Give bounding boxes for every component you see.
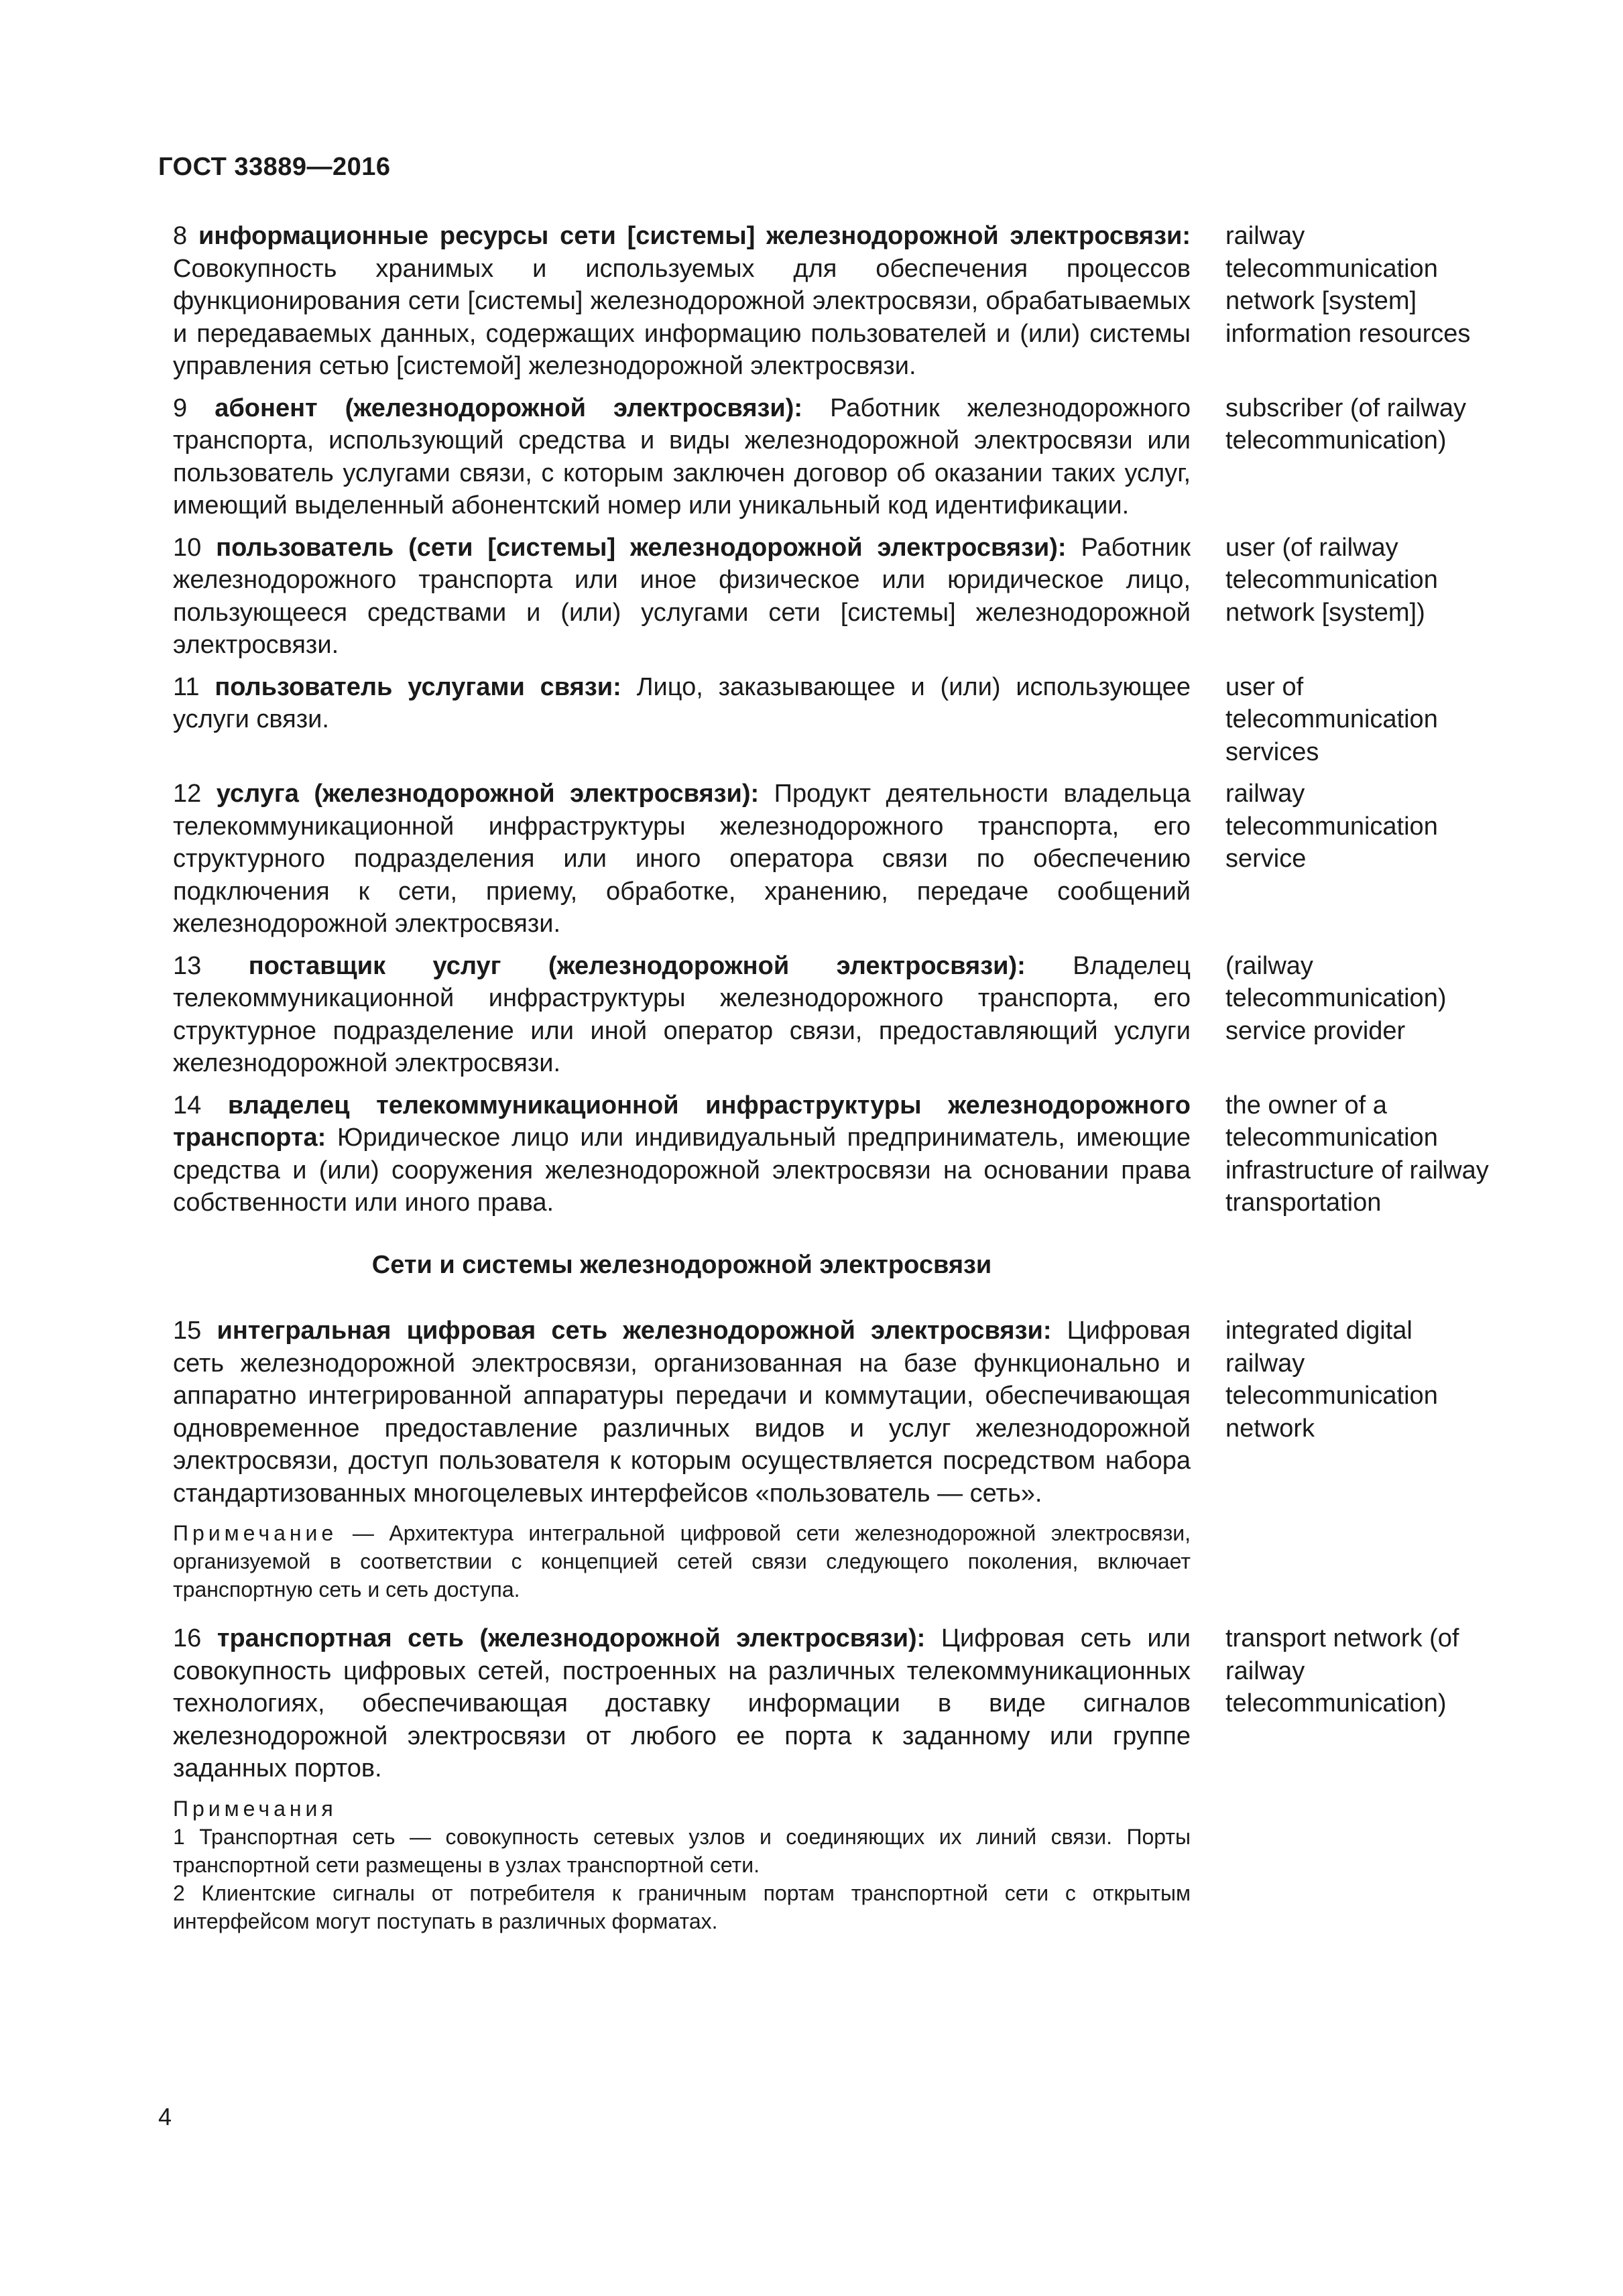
term-definition: Цифровая сеть или совокупность цифровых сетей, построенных на различных телекоммуникационных технологиях, обеспечивающая доставку информации в виде сигналов железнодорожной электросвязи от любого ее порта к заданному или группе заданных портов. [173, 1624, 1191, 1783]
term-definition: Владелец телекоммуникационной инфраструктуры железнодорожного транспорта, его структурное подразделение или иной оператор связи, предоставляющий услуги железнодорожной электросвязи. [173, 951, 1191, 1077]
term-title: абонент (железнодорожной электросвязи): [215, 394, 803, 422]
term-english: transport network (of railway telecommunication) [1225, 1624, 1459, 1717]
document-header: ГОСТ 33889—2016 [158, 153, 391, 181]
term-definition: Совокупность хранимых и используемых для обеспечения процессов функционирования сети [системы] железнодорожной электросвязи, обрабатываемых и передаваемых данных, содержащих информацию пользователей и (или) системы управления сетью [системой] железнодорожной электросвязи. [173, 254, 1191, 380]
term-title: интегральная цифровая сеть железнодорожной электросвязи: [217, 1317, 1052, 1345]
term-definition: Цифровая сеть железнодорожной электросвязи, организованная на базе функционально и аппаратно интегрированной аппаратуры передачи и коммутации, обеспечивающая одновременное предоставление различных видов и услуг железнодорожной электросвязи, доступ пользователя к которым осуществляется посредством набора стандартизованных многоцелевых интерфейсов «пользователь — сеть». [173, 1317, 1191, 1508]
term-number: 12 [173, 780, 202, 808]
term-entry-9 [173, 392, 1514, 522]
term-entry-15 [173, 1315, 1514, 1510]
term-entry-8 [173, 220, 1514, 383]
term-english: subscriber (of railway telecommunication) [1225, 394, 1466, 455]
note-text: — Архитектура интегральной цифровой сети железнодорожной электросвязи, организуемой в соответствии с концепцией сетей связи следующего поколения, включает транспортную сеть и сеть доступа. [173, 1521, 1191, 1602]
term-title: информационные ресурсы сети [системы] железнодорожной электросвязи: [198, 222, 1191, 250]
term-entry-16 [173, 1622, 1514, 1785]
term-number: 16 [173, 1624, 202, 1652]
terms-list [173, 220, 1514, 1935]
notes-label: Примечания [173, 1796, 337, 1821]
note-item: 2 Клиентские сигналы от потребителя к граничным портам транспортной сети с открытым интерфейсом могут поступать в различных форматах. [173, 1880, 1191, 1933]
term-entry-11 [173, 671, 1514, 769]
term-english: (railway telecommunication) service provider [1225, 951, 1447, 1045]
term-number: 13 [173, 951, 202, 980]
term-title: услуга (железнодорожной электросвязи): [216, 780, 760, 808]
term-title: транспортная сеть (железнодорожной электросвязи): [217, 1624, 926, 1652]
section-title: Сети и системы железнодорожной электросвязи [371, 1250, 992, 1279]
term-entry-10 [173, 532, 1514, 662]
term-entry-14 [173, 1089, 1514, 1219]
term-title: пользователь услугами связи: [215, 672, 621, 701]
term-title: поставщик услуг (железнодорожной электросвязи): [248, 951, 1026, 980]
note-item: 1 Транспортная сеть — совокупность сетевых узлов и соединяющих их линий связи. Порты транспортной сети размещены в узлах транспортной сети. [173, 1824, 1191, 1877]
term-definition: Юридическое лицо или индивидуальный предприниматель, имеющие средства и (или) сооружения железнодорожной электросвязи на основании права собственности или иного права. [173, 1124, 1191, 1217]
term-number: 11 [173, 672, 200, 701]
term-definition: Работник железнодорожного транспорта, использующий средства и виды железнодорожной электросвязи или пользователь услугами связи, с которым заключен договор об оказании таких услуг, имеющий выделенный абонентский номер или уникальный код идентификации. [173, 394, 1191, 520]
term-english: railway telecommunication network [system] information resources [1225, 222, 1471, 348]
term-number: 15 [173, 1317, 202, 1345]
note-label: Примечание [173, 1521, 338, 1545]
term-definition: Работник железнодорожного транспорта или иное физическое или юридическое лицо, пользующееся средствами и (или) услугами сети [системы] железнодорожной электросвязи. [173, 533, 1191, 659]
page-number: 4 [158, 2103, 172, 2130]
term-number: 8 [173, 222, 188, 250]
term-title: пользователь (сети [системы] железнодорожной электросвязи): [216, 533, 1067, 562]
term-title: владелец телекоммуникационной инфраструктуры железнодорожного транспорта: [173, 1091, 1191, 1152]
note-15 [173, 1519, 1191, 1604]
term-number: 10 [173, 533, 202, 562]
term-english: railway telecommunication service [1225, 780, 1438, 873]
term-definition: Продукт деятельности владельца телекоммуникационной инфраструктуры железнодорожного транспорта, его структурного подразделения или иного оператора связи по обеспечению подключения к сети, приему, обработке, хранению, передаче сообщений железнодорожной электросвязи. [173, 780, 1191, 938]
term-english: integrated digital railway telecommunication network [1225, 1317, 1438, 1443]
term-entry-13 [173, 950, 1514, 1080]
term-number: 9 [173, 394, 188, 422]
term-entry-12 [173, 778, 1514, 941]
term-number: 14 [173, 1091, 202, 1120]
notes-16 [173, 1795, 1191, 1935]
term-english: the owner of a telecommunication infrastructure of railway transportation [1225, 1091, 1489, 1217]
term-definition: Лицо, заказывающее и (или) использующее услуги связи. [173, 672, 1191, 733]
term-english: user of telecommunication services [1225, 672, 1438, 766]
term-english: user (of railway telecommunication network [system]) [1225, 533, 1438, 627]
